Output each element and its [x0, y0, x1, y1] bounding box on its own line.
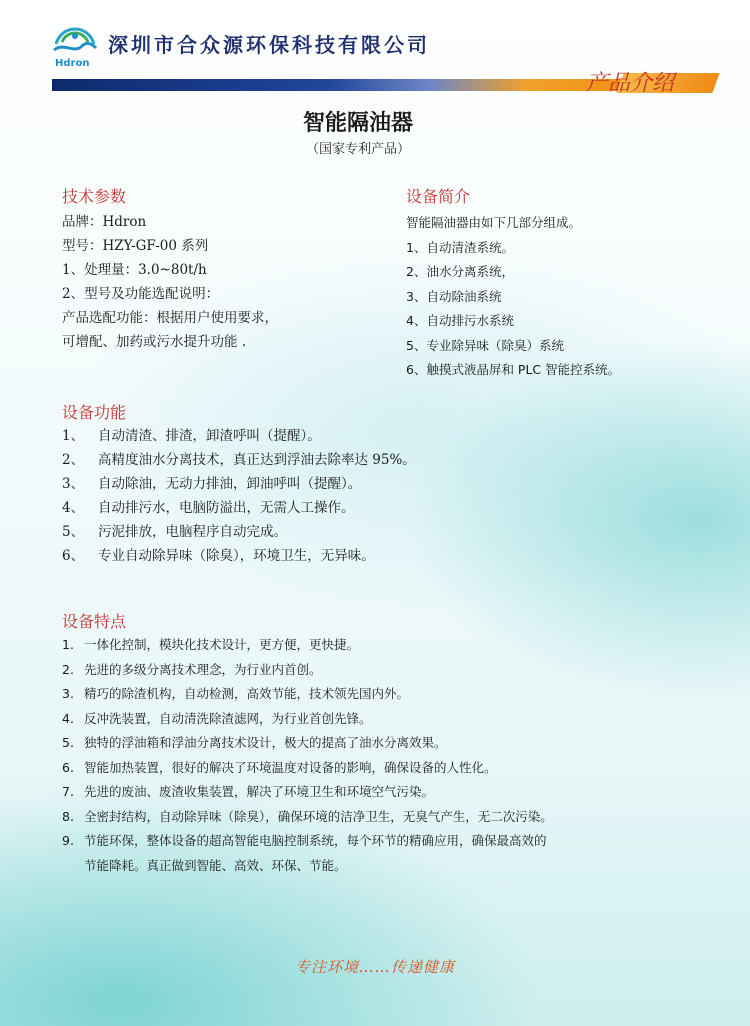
- item-number: 7.: [62, 784, 74, 799]
- intro-line: 6、触摸式液晶屏和 PLC 智能控系统。: [406, 362, 621, 377]
- item-text: 自动除油，无动力排油，卸油呼叫（提醒）。: [98, 476, 362, 492]
- list-item: [62, 780, 553, 805]
- features-heading: 设备特点: [62, 612, 127, 631]
- item-text: 先进的废油、废渣收集装置，解决了环境卫生和环境空气污染。: [84, 784, 435, 799]
- list-item: [62, 424, 416, 448]
- list-item: [62, 829, 553, 854]
- intro-line: 3、自动除油系统: [406, 288, 502, 304]
- item-number: 9.: [62, 833, 74, 848]
- header-band: [52, 79, 662, 91]
- list-item: [62, 682, 553, 707]
- list-item: [62, 448, 416, 472]
- item-number: 6.: [62, 759, 74, 775]
- list-item: [62, 731, 553, 756]
- item-number: 3.: [62, 686, 74, 701]
- item-text: 智能加热装置，很好的解决了环境温度对设备的影响，确保设备的人性化。: [84, 759, 497, 775]
- item-text: 节能环保，整体设备的超高智能电脑控制系统，每个环节的精确应用，确保最高效的: [84, 833, 547, 848]
- list-item: [62, 707, 553, 732]
- tech-heading: 技术参数: [62, 187, 127, 206]
- list-item: [62, 496, 416, 520]
- item-text: 高精度油水分离技术，真正达到浮油去除率达 95%。: [98, 452, 416, 468]
- tech-line: 产品选配功能：根据用户使用要求，: [62, 310, 278, 326]
- item-number: 6、: [62, 548, 85, 564]
- item-number: 8.: [62, 808, 74, 824]
- tech-line: 型号：HZY-GF-00 系列: [62, 238, 209, 254]
- intro-heading: 设备简介: [406, 187, 471, 206]
- tech-list: [62, 210, 278, 354]
- item-text: 全密封结构，自动除异味（除臭），确保环境的洁净卫生，无臭气产生，无二次污染。: [84, 808, 553, 824]
- tech-line: 2、型号及功能选配说明：: [62, 286, 220, 302]
- list-item: [62, 472, 416, 496]
- item-text: 先进的多级分离技术理念，为行业内首创。: [84, 661, 322, 677]
- item-number: 1、: [62, 428, 85, 444]
- item-text: 专业自动除异味（除臭），环境卫生，无异味。: [98, 548, 375, 564]
- features-list: [62, 633, 553, 878]
- item-text: 一体化控制，模块化技术设计，更方便，更快捷。: [84, 637, 360, 652]
- logo-text: Hdron: [55, 58, 90, 69]
- item-number: 2.: [62, 661, 74, 677]
- item-text: 独特的浮油箱和浮油分离技术设计，极大的提高了油水分离效果。: [84, 735, 447, 750]
- item-text: 污泥排放，电脑程序自动完成。: [98, 524, 287, 540]
- item-text: 自动清渣、排渣，卸渣呼叫（提醒）。: [98, 428, 321, 444]
- list-item: [62, 544, 416, 568]
- list-item: [62, 520, 416, 544]
- item-number: 3、: [62, 476, 85, 492]
- item-number: 1.: [62, 637, 74, 652]
- intro-line: 智能隔油器由如下几部分组成。: [406, 215, 582, 230]
- tech-line: 1、处理量：3.0~80t/h: [62, 262, 207, 278]
- item-number: 2、: [62, 452, 85, 468]
- intro-line: 5、专业除异味（除臭）系统: [406, 337, 564, 353]
- page-subtitle: （国家专利产品）: [305, 142, 410, 157]
- tech-line: 可增配、加药或污水提升功能 .: [62, 334, 247, 350]
- intro-line: 1、自动清渣系统。: [406, 239, 514, 255]
- company-logo: [52, 18, 98, 62]
- item-text: 反冲洗装置，自动清洗除渣滤网，为行业首创先锋。: [84, 710, 372, 726]
- item-number: 4.: [62, 710, 74, 726]
- intro-list: [406, 211, 620, 383]
- intro-line: 2、油水分离系统，: [406, 264, 514, 279]
- item-number: 5、: [62, 524, 85, 540]
- section-tag: 产品介绍: [586, 71, 675, 96]
- list-item: [62, 633, 553, 658]
- functions-list: [62, 424, 416, 568]
- intro-line: 4、自动排污水系统: [406, 313, 514, 328]
- page-title: 智能隔油器: [302, 111, 413, 136]
- list-item: [62, 805, 553, 830]
- list-item: [62, 658, 553, 683]
- item-number: 5.: [62, 735, 74, 750]
- item-text: 精巧的除渣机构，自动检测，高效节能，技术领先国内外。: [84, 686, 410, 701]
- slogan: 专注环境……传递健康: [294, 958, 455, 976]
- item-text: 自动排污水，电脑防溢出，无需人工操作。: [98, 500, 355, 516]
- item-number: 4、: [62, 500, 85, 516]
- tech-line: 品牌：Hdron: [62, 214, 147, 230]
- functions-heading: 设备功能: [62, 403, 127, 422]
- list-item: [62, 756, 553, 781]
- company-name: 深圳市合众源环保科技有限公司: [108, 33, 430, 57]
- list-item-continuation: 节能降耗。真正做到智能、高效、环保、节能。: [84, 857, 347, 873]
